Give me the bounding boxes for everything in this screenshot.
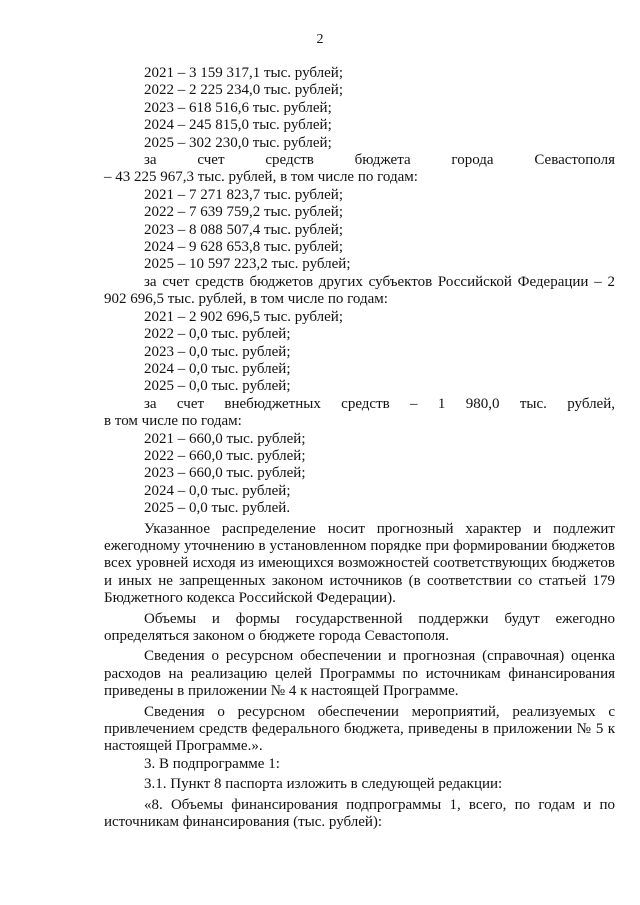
text-line: 2025 – 302 230,0 тыс. рублей; <box>144 134 332 151</box>
text-line: 2021 – 7 271 823,7 тыс. рублей; <box>144 186 343 203</box>
text-line: 2022 – 660,0 тыс. рублей; <box>144 447 306 464</box>
text-line: 2025 – 10 597 223,2 тыс. рублей; <box>144 256 351 273</box>
text-line: 2025 – 0,0 тыс. рублей; <box>144 378 291 395</box>
text-line: 2023 – 618 516,6 тыс. рублей; <box>144 99 332 116</box>
text-line: Сведения о ресурсном обеспечении и прогнозная (справочная) оценка расходов на реализацию целей Программы по источникам финансирования приведены в приложении № 4 к настоящей Программе. <box>104 648 615 700</box>
text-line: 2022 – 0,0 тыс. рублей; <box>144 326 291 343</box>
text-line: 2022 – 7 639 759,2 тыс. рублей; <box>144 204 343 221</box>
text-line: 2022 – 2 225 234,0 тыс. рублей; <box>144 82 343 99</box>
text-line: Сведения о ресурсном обеспечении мероприятий, реализуемых с привлечением средств федерального бюджета, приведены в приложении № 5 к настоящей Программе.». <box>104 703 615 755</box>
text-line: 2023 – 0,0 тыс. рублей; <box>144 343 291 360</box>
text-line: 2025 – 0,0 тыс. рублей. <box>144 500 291 517</box>
text-line: «8. Объемы финансирования подпрограммы 1, всего, по годам и по источникам финансирования (тыс. рублей): <box>104 796 615 831</box>
document-body <box>104 65 615 831</box>
text-line: 2024 – 0,0 тыс. рублей; <box>144 360 291 377</box>
text-line: 2023 – 660,0 тыс. рублей; <box>144 465 306 482</box>
page-number: 2 <box>316 32 324 47</box>
text-line: 2023 – 8 088 507,4 тыс. рублей; <box>144 221 343 238</box>
text-line: 2024 – 245 815,0 тыс. рублей; <box>144 117 332 134</box>
text-line: – 43 225 967,3 тыс. рублей, в том числе по годам: <box>104 169 418 186</box>
text-line: 2021 – 2 902 696,5 тыс. рублей; <box>144 308 343 325</box>
text-line: 2021 – 660,0 тыс. рублей; <box>144 430 306 447</box>
text-line: в том числе по годам: <box>104 413 242 430</box>
text-line: за счет средств бюджета города Севастополя <box>144 152 615 169</box>
text-line: за счет средств бюджетов других субъектов Российской Федерации – 2 902 696,5 тыс. рублей, в том числе по годам: <box>104 273 615 308</box>
text-line: за счет внебюджетных средств – 1 980,0 тыс. рублей, <box>144 395 615 412</box>
text-line: 2024 – 9 628 653,8 тыс. рублей; <box>144 239 343 256</box>
text-line: 2024 – 0,0 тыс. рублей; <box>144 482 291 499</box>
text-line: 3.1. Пункт 8 паспорта изложить в следующей редакции: <box>144 776 503 793</box>
text-line: 3. В подпрограмме 1: <box>144 755 280 772</box>
text-line: 2021 – 3 159 317,1 тыс. рублей; <box>144 65 343 81</box>
text-line: Объемы и формы государственной поддержки будут ежегодно определяться законом о бюджете города Севастополя. <box>104 610 615 644</box>
text-line: Указанное распределение носит прогнозный характер и подлежит ежегодному уточнению в установленном порядке при формировании бюджетов всех уровней исходя из имеющихся возможностей соответствующих бюджетов и иных не запрещенных законом источников (в соответствии со статьей 179 Бюджетного кодекса Российской Федерации). <box>104 520 615 607</box>
